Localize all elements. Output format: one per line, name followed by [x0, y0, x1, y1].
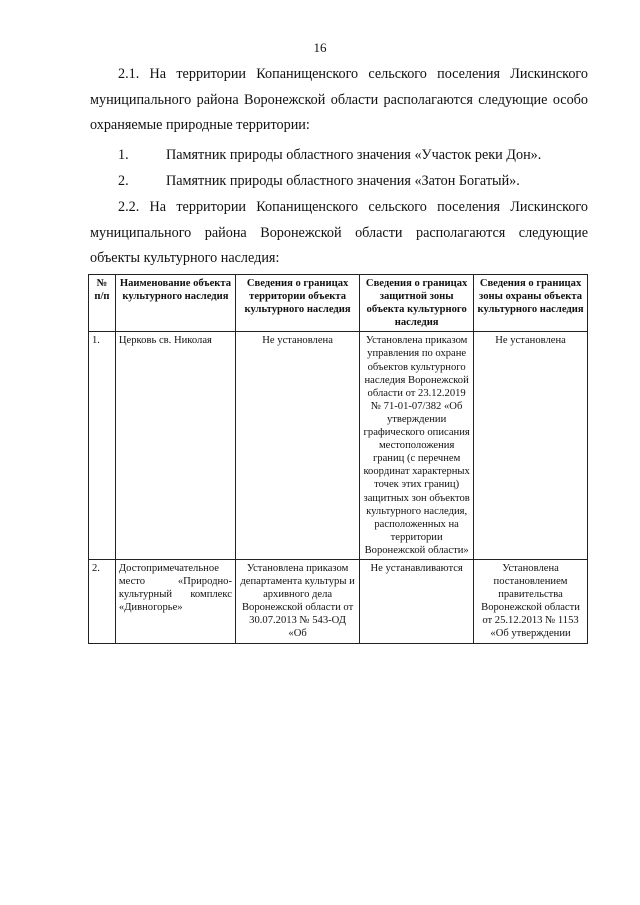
cell-number: 1.	[89, 332, 116, 560]
cell-protective-zone: Не устанавливаются	[360, 559, 474, 643]
page-number: 16	[313, 40, 327, 55]
cell-object-name: Достопримечательное место «Природно-культурный комплекс «Дивногорье»	[115, 559, 235, 643]
cell-protection-zone: Не установлена	[474, 332, 588, 560]
cell-protective-zone: Установлена приказом управления по охране объектов культурного наследия Воронежской области от 23.12.2019 № 71-01-07/382 «Об утверждении графического описания местоположения границ (с перечнем координат характерных точек этих границ) защитных зон объектов культурного наследия, расположенных на территории Воронежской области»	[360, 332, 474, 560]
table-header-row	[89, 275, 588, 332]
list-item-number: 1.	[118, 147, 129, 163]
header-protection-zone: Сведения о границах зоны охраны объекта культурного наследия	[474, 275, 588, 332]
cell-protection-zone: Установлена постановлением правительства Воронежской области от 25.12.2013 № 1153 «Об утверждении	[474, 559, 588, 643]
list-item	[118, 169, 520, 194]
header-object-name: Наименование объекта культурного наследия	[115, 275, 235, 332]
list-item-number: 2.	[118, 173, 129, 189]
table-row	[89, 332, 588, 560]
table-row	[89, 559, 588, 643]
paragraph-2-2: 2.2. На территории Копанищенского сельского поселения Лискинского муниципального района Воронежской области располагаются следующие объекты культурного наследия:	[90, 199, 588, 266]
list-item-text: Памятник природы областного значения «Участок реки Дон».	[166, 147, 542, 163]
cell-object-name: Церковь св. Николая	[115, 332, 235, 560]
header-protective-zone: Сведения о границах защитной зоны объекта культурного наследия	[360, 275, 474, 332]
paragraph-2-1: 2.1. На территории Копанищенского сельского поселения Лискинского муниципального района Воронежской области располагаются следующие особо охраняемые природные территории:	[90, 66, 588, 133]
cell-territory-bounds: Не установлена	[235, 332, 359, 560]
list-item-text: Памятник природы областного значения «Затон Богатый».	[166, 173, 520, 189]
cell-territory-bounds: Установлена приказом департамента культуры и архивного дела Воронежской области от 30.07.2013 № 543-ОД «Об	[235, 559, 359, 643]
cell-number: 2.	[89, 559, 116, 643]
list-item	[118, 143, 541, 168]
header-territory-bounds: Сведения о границах территории объекта культурного наследия	[235, 275, 359, 332]
heritage-objects-table	[88, 274, 588, 644]
header-number: № п/п	[89, 275, 116, 332]
